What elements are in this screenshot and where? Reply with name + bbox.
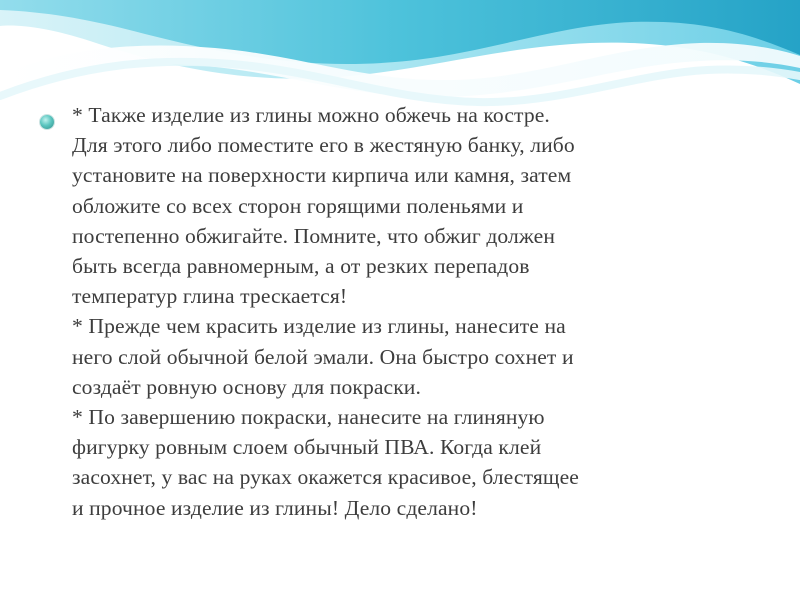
teal-circle-bullet-icon: [40, 115, 54, 129]
text-line-1: * Также изделие из глины можно обжечь на костре.: [72, 103, 550, 127]
text-line-3: установите на поверхности кирпича или камня, затем: [72, 163, 572, 188]
text-line-14: и прочное изделие из глины! Дело сделано!: [72, 495, 478, 520]
main-text-area: [34, 100, 764, 523]
text-line-8: * Прежде чем красить изделие из глины, нанесите на: [72, 314, 566, 339]
text-line-5: постепенно обжигайте. Помните, что обжиг должен: [72, 223, 555, 248]
text-line-4: обложите со всех сторон горящими поленьями и: [72, 193, 524, 218]
text-line-2: Для этого либо поместите его в жестяную банку, либо: [72, 133, 575, 158]
text-line-10: создаёт ровную основу для покраски.: [72, 374, 421, 399]
text-line-13: засохнет, у вас на руках окажется красивое, блестящее: [72, 465, 579, 490]
text-line-6: быть всегда равномерным, а от резких перепадов: [72, 254, 530, 279]
slide-body-text: [72, 100, 764, 523]
text-line-11: * По завершению покраски, нанесите на глиняную: [72, 405, 545, 430]
slide-bullet-item: [34, 100, 764, 523]
text-line-12: фигурку ровным слоем обычный ПВА. Когда клей: [72, 435, 542, 460]
text-line-9: него слой обычной белой эмали. Она быстро сохнет и: [72, 344, 574, 369]
text-line-7: температур глина трескается!: [72, 284, 348, 309]
